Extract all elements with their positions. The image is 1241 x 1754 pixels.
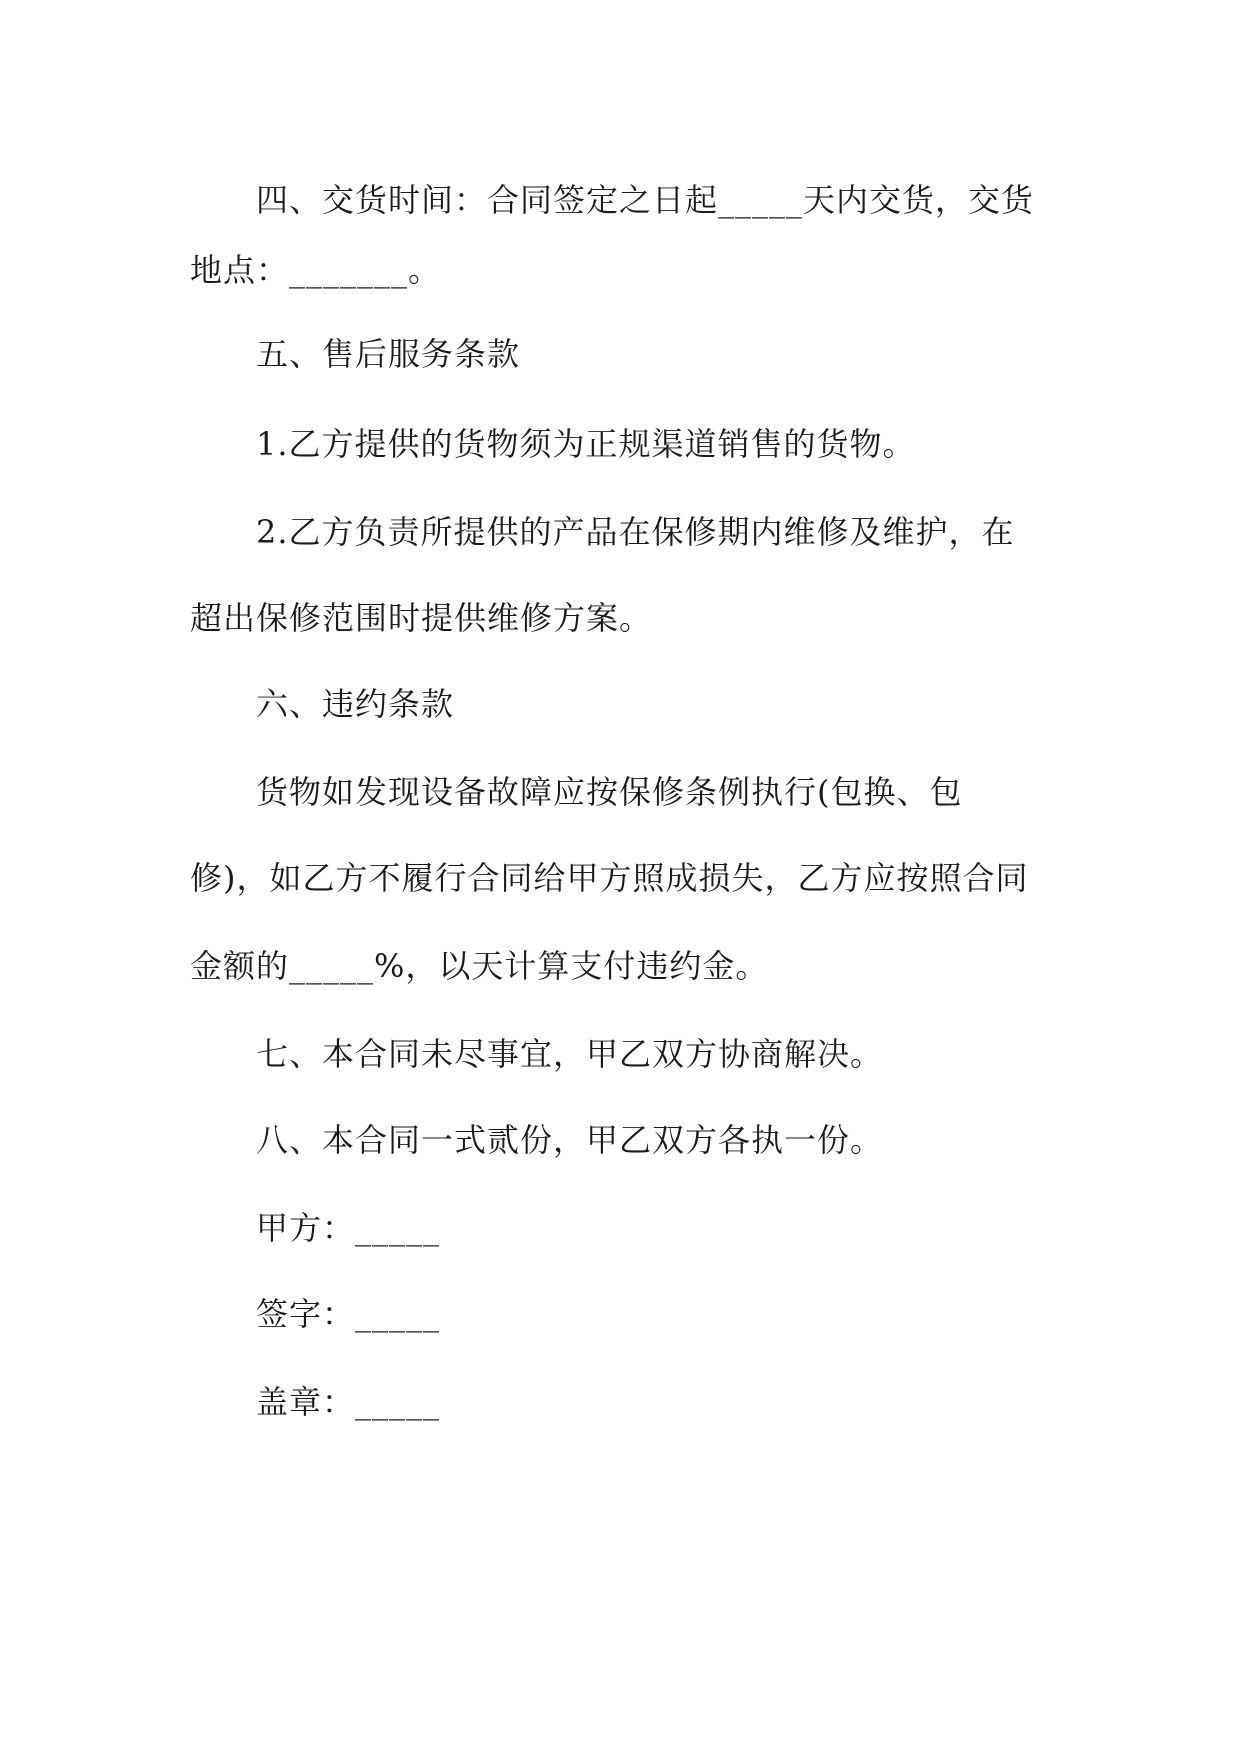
clause-8: 八、本合同一式贰份，甲乙双方各执一份。: [256, 1121, 884, 1159]
clause-5-item-2-line-1: 2.乙方负责所提供的产品在保修期内维修及维护，在: [256, 513, 1015, 551]
clause-6-text-line-2: 修)，如乙方不履行合同给甲方照成损失，乙方应按照合同: [190, 859, 1029, 897]
seal-field: 盖章：_____: [256, 1383, 441, 1421]
clause-4-delivery-line-2: 地点：_______。: [190, 251, 442, 289]
signature-field: 签字：_____: [256, 1295, 441, 1333]
clause-6-text-line-3: 金额的_____%，以天计算支付违约金。: [190, 947, 769, 985]
clause-5-item-2-line-2: 超出保修范围时提供维修方案。: [190, 599, 653, 637]
clause-4-delivery-line-1: 四、交货时间：合同签定之日起_____天内交货，交货: [256, 181, 1035, 219]
party-a-field: 甲方：_____: [256, 1209, 441, 1247]
clause-7: 七、本合同未尽事宜，甲乙双方协商解决。: [256, 1035, 884, 1073]
clause-6-heading: 六、违约条款: [256, 685, 455, 723]
clause-6-text-line-1: 货物如发现设备故障应按保修条例执行(包换、包: [256, 773, 963, 811]
clause-5-item-1: 1.乙方提供的货物须为正规渠道销售的货物。: [256, 425, 916, 463]
clause-5-heading: 五、售后服务条款: [256, 335, 521, 373]
